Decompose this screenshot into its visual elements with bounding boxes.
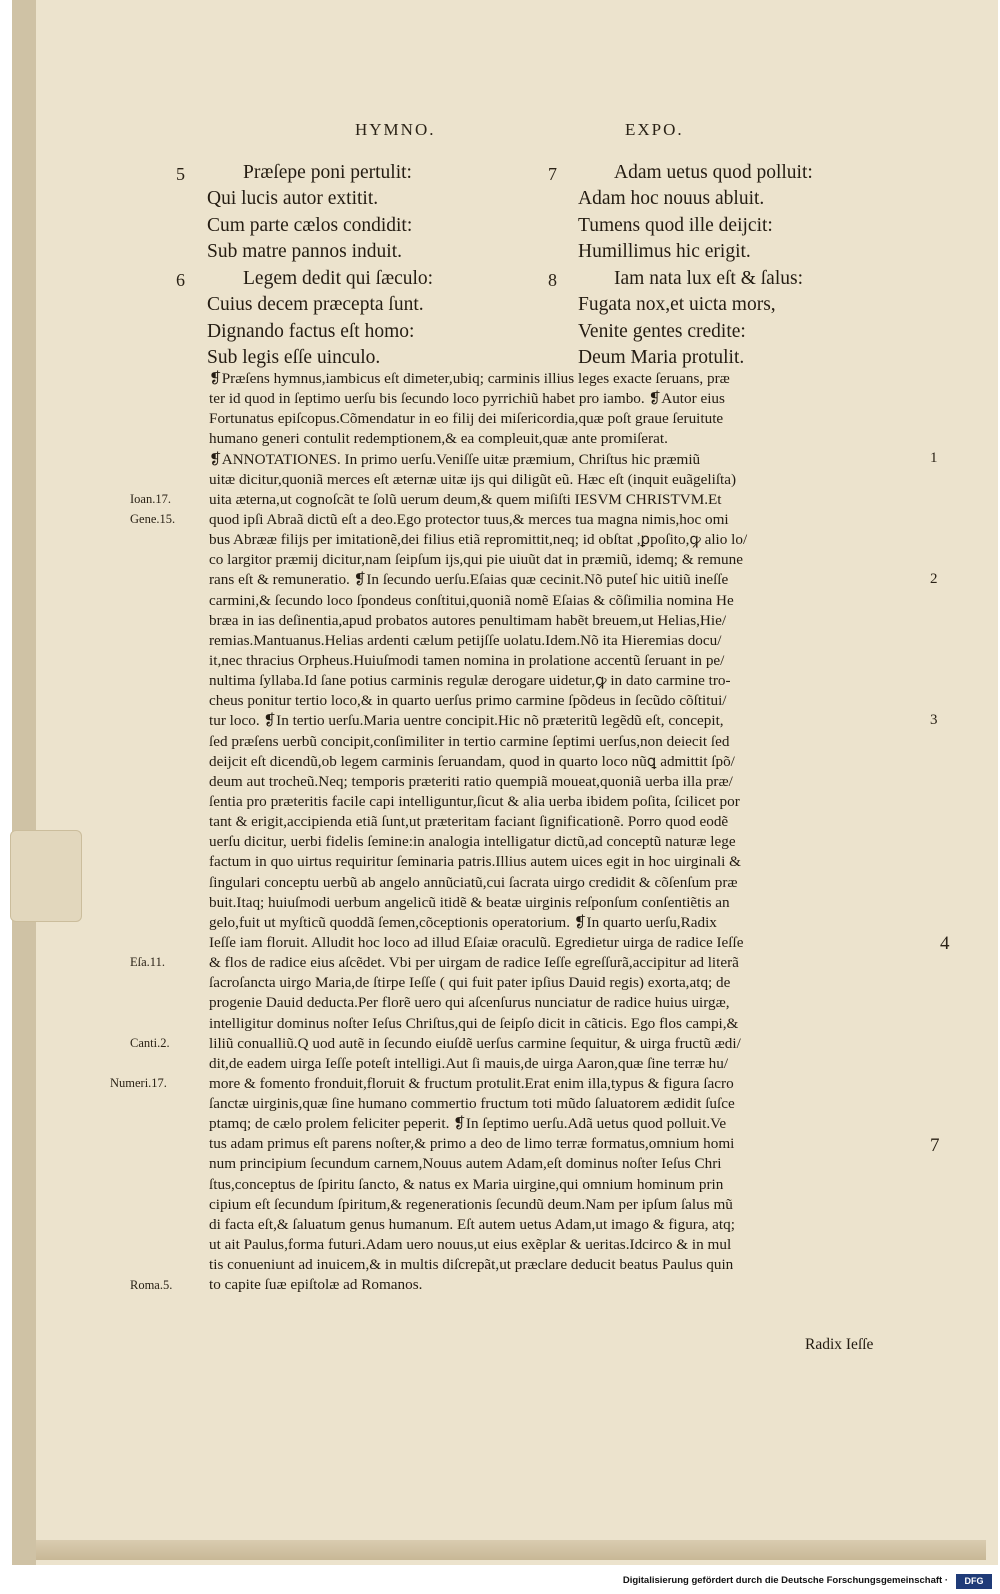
hymn-line: Venite gentes credite:	[578, 320, 746, 342]
commentary-line: gelo,fuit ut myſticũ quoddã ſemen,cõceptionis operatorium. ❡In quarto uerſu,Radix	[209, 913, 717, 931]
commentary-line: ❡Præſens hymnus,iambicus eſt dimeter,ubiq; carminis illius leges exacte ſeruans, præ	[209, 370, 730, 387]
page-bottom-edge	[36, 1540, 986, 1560]
hymn-line: Deum Maria protulit.	[578, 347, 745, 369]
commentary-line: uita æterna,ut cognoſcãt te ſolũ uerum deum,& quem miſiſti IESVM CHRISTVM.Et	[209, 490, 722, 508]
commentary-line: ❡ANNOTATIONES. In primo uerſu.Veniſſe uitæ præmium, Chriſtus hic præmiũ	[209, 450, 701, 468]
hymn-line: Tumens quod ille deijcit:	[578, 214, 773, 236]
margin-reference: Canti.2.	[130, 1035, 170, 1050]
hymn-stanza	[207, 160, 412, 266]
commentary-line: ſanctæ uirginis,quæ ſine humano commertio fructum toti mũdo ſaluatorem ædidit ſuſce	[209, 1095, 735, 1113]
commentary-line: cipium eſt ſecundum ſpiritum,& regenerationis ſecundũ deum.Nam per ipſum ſalus mũ	[209, 1195, 733, 1213]
stanza-number: 7	[548, 164, 557, 184]
commentary-line: bus Abrææ filijs per imitationẽ,dei filius etiã repromittit,neq; id obſtat ,ꝑpoſito,ꝙ alio lo/	[209, 531, 748, 549]
commentary-line: co largitor præmij dicitur,nam ſeipſum ijs,qui pie uiuũt dat in præmiũ, idemq; & remune	[209, 551, 743, 569]
hymn-line: Cum parte cælos condidit:	[207, 214, 413, 236]
commentary-line: factum in quo uirtus requiritur ſeminaria patris.Illius autem uices egit in hoc uirginali &	[209, 853, 741, 871]
verse-number: 2	[930, 570, 938, 587]
commentary-line: ſentia pro præteritis facile capi intelliguntur,ſicut & alia uerba ibidem poſita, ſcilicet por	[209, 792, 740, 810]
commentary-line: tant & erigit,accipienda etiã ſunt,ut præteritam faciant ſignificationẽ. Porro quod eodẽ	[209, 813, 729, 831]
hymn-line: Legem dedit qui ſæculo:	[243, 268, 434, 289]
footer-bar	[0, 1572, 1000, 1594]
commentary-line: to capite ſuæ epiſtolæ ad Romanos.	[209, 1276, 423, 1294]
margin-reference: Numeri.17.	[110, 1076, 167, 1091]
verse-number: 7	[930, 1134, 940, 1156]
commentary-line: progenie Dauid deducta.Per florẽ uero qui aſcenſurus nunciatur de radice huius uirgæ,	[209, 994, 730, 1012]
commentary-line: buit.Itaq; huiuſmodi uerbum angelicũ itidẽ & beatæ uirginis reſponſum conſentiẽtis an	[209, 893, 730, 911]
running-head-left: HYMNO.	[355, 120, 436, 139]
commentary-line: uitæ dicitur,quoniã merces eſt æternæ uitæ ijs qui diligũt eũ. Hæc eſt (inquit euãgeliſta)	[209, 470, 737, 488]
commentary-line: it,nec thracius Orpheus.Huiuſmodi tamen nomina in prolatione accentũ ſeruant in pe/	[209, 651, 725, 669]
stanza-number: 6	[176, 270, 185, 290]
commentary-line: tur loco. ❡In tertio uerſu.Maria uentre concipit.Hic nõ præteritũ legẽdũ eſt, concepit,	[209, 712, 724, 730]
commentary-line: tus adam primus eſt parens noſter,& primo a deo de limo terræ formatus,omnium homi	[209, 1135, 735, 1153]
commentary-line: cheus ponitur tertio loco,& in quarto uerſus primo carmine ſpõdeus in ſecũdo cõſtitui/	[209, 692, 727, 710]
commentary-line: ter id quod in ſeptimo uerſu bis ſecundo loco pyrrichiũ habet pro iambo. ❡Autor eius	[209, 390, 725, 408]
commentary-line: remias.Mantuanus.Helias ardenti cælum petijſſe uolatu.Idem.Nõ ita Hieremias docu/	[209, 631, 722, 649]
margin-reference: Eſa.11.	[130, 955, 165, 970]
commentary-line: Ieſſe iam floruit. Alludit hoc loco ad illud Eſaiæ oraculũ. Egredietur uirga de radice Ieſſe	[209, 933, 744, 951]
hymn-line: Cuius decem præcepta ſunt.	[207, 294, 424, 316]
commentary-line: rans eſt & remuneratio. ❡In ſecundo uerſu.Eſaias quæ cecinit.Nõ puteſ hic uitiũ ineſſe	[209, 571, 729, 589]
commentary-line: humano generi contulit redemptionem,& ea compleuit,quæ ante promiſerat.	[209, 430, 668, 448]
hymn-line: Adam uetus quod polluit:	[614, 162, 813, 183]
commentary-line: di facta eſt,& ſaluatum genus humanum. Eſt autem uetus Adam,ut imago & figura, atq;	[209, 1215, 735, 1233]
hymn-line: Qui lucis autor extitit.	[207, 188, 379, 210]
commentary-line: more & fomento fronduit,floruit & fructum protulit.Erat enim illa,typus & figura ſacro	[209, 1074, 734, 1092]
page-tab-shadow	[10, 830, 82, 922]
verse-number: 4	[940, 933, 950, 955]
hymn-line: Præſepe poni pertulit:	[243, 162, 412, 183]
commentary-line: ſacroſancta uirgo Maria,de ſtirpe Ieſſe ( qui fuit pater ipſius Dauid regis) exorta,atq; de	[209, 974, 731, 992]
commentary-line: intelligitur dominus noſter Ieſus Chriſtus,qui de ſeipſo dicit in cãticis. Ego flos campi,&	[209, 1014, 739, 1032]
hymn-line: Sub matre pannos induit.	[207, 241, 402, 263]
commentary-line: num principium ſecundum carnem,Nouus autem Adam,eſt dominus noſter Ieſus Chri	[209, 1155, 722, 1173]
commentary-line: nultima ſyllaba.Id ſane potius carminis regulæ derogare uidetur,ꝙ in dato carmine tro-	[209, 672, 731, 690]
commentary-line: quod ipſi Abraã dictũ eſt a deo.Ego protector tuus,& merces tua magna nimis,hoc omi	[209, 510, 729, 528]
commentary-line: deum aut trocheũ.Neq; temporis præteriti ratio quempiã moueat,quoniã uerba illa præ/	[209, 772, 733, 790]
hymn-line: Iam nata lux eſt & ſalus:	[614, 268, 803, 289]
margin-reference: Ioan.17.	[130, 491, 171, 506]
hymn-line: Dignando factus eſt homo:	[207, 320, 415, 342]
commentary-line: uerſu dicitur, uerbi fidelis ſemine:in analogia intelligatur dictũ,ad conceptũ naturæ lege	[209, 833, 736, 851]
hymn-line: Sub legis eſſe uinculo.	[207, 347, 381, 369]
commentary-text	[209, 369, 919, 1295]
commentary-line: ptamq; de cælo prolem feliciter peperit. ❡In ſeptimo uerſu.Adã uetus quod polluit.Ve	[209, 1115, 727, 1133]
verse-number: 3	[930, 711, 938, 728]
commentary-line: liliũ conualliũ.Q uod autẽ in ſecundo eiuſdẽ uerſus carmine ſequitur, & uirga fructũ ædi/	[209, 1034, 741, 1052]
running-head-right: EXPO.	[625, 120, 684, 139]
commentary-line: carmini,& ſecundo loco ſpondeus conſtitui,quoniã nomẽ Eſaias & cõſimilia nomina He	[209, 591, 734, 609]
commentary-line: ſtus,conceptus de ſpiritu ſancto, & natus ex Maria uirgine,qui omnium hominum prin	[209, 1175, 724, 1193]
margin-reference: Roma.5.	[130, 1277, 173, 1292]
commentary-line: ut ait Paulus,forma futuri.Adam uero nouus,ut eius exẽplar & ueritas.Idcirco & in mul	[209, 1236, 732, 1254]
commentary-line: Fortunatus epiſcopus.Cõmendatur in eo filij dei miſericordia,quæ poſt graue ſeruitute	[209, 410, 724, 428]
commentary-line: deijcit eſt dicendũ,ob legem carminis ſeruandam, quod in quarto loco nũꝗ admittit ſpõ/	[209, 752, 735, 770]
commentary-line: & flos de radice eius aſcẽdet. Vbi per uirgam de radice Ieſſe egreſſurã,accipitur ad literã	[209, 954, 739, 972]
hymn-stanza	[578, 160, 813, 266]
footer-credit: Digitalisierung gefördert durch die Deutsche Forschungsgemeinschaft ·	[622, 1575, 948, 1586]
hymn-stanza	[207, 266, 433, 372]
commentary-line: bræa in ias deſinentia,apud probatos autores penultimam habẽt breuem,ut Helias,Hie/	[209, 611, 727, 629]
verse-number: 1	[930, 449, 938, 466]
stanza-number: 8	[548, 270, 557, 290]
catchword: Radix Ieſſe	[805, 1336, 874, 1353]
hymn-line: Adam hoc nouus abluit.	[578, 188, 765, 210]
hymn-line: Humillimus hic erigit.	[578, 241, 751, 263]
dfg-logo: DFG	[956, 1574, 992, 1589]
commentary-line: ſingulari conceptu uerbũ ab angelo annũciatũ,cui ſacrata uirgo credidit & cõſenſum præ	[209, 873, 738, 891]
commentary-line: dit,de eadem uirga Ieſſe poteſt intelligi.Aut ſi mauis,de uirga Aaron,quæ ſine terræ hu/	[209, 1054, 729, 1072]
margin-reference: Gene.15.	[130, 512, 176, 527]
hymn-line: Fugata nox,et uicta mors,	[578, 294, 776, 316]
commentary-line: tis conueniunt ad inuicem,& in multis diſcrepãt,ut præclare deducit beatus Paulus quin	[209, 1256, 734, 1274]
hymn-stanza	[578, 266, 803, 372]
stanza-number: 5	[176, 164, 185, 184]
commentary-line: ſed præſens uerbũ concipit,conſimiliter in tertio carmine ſeptimi uerſus,non deiecit ſed	[209, 732, 730, 750]
